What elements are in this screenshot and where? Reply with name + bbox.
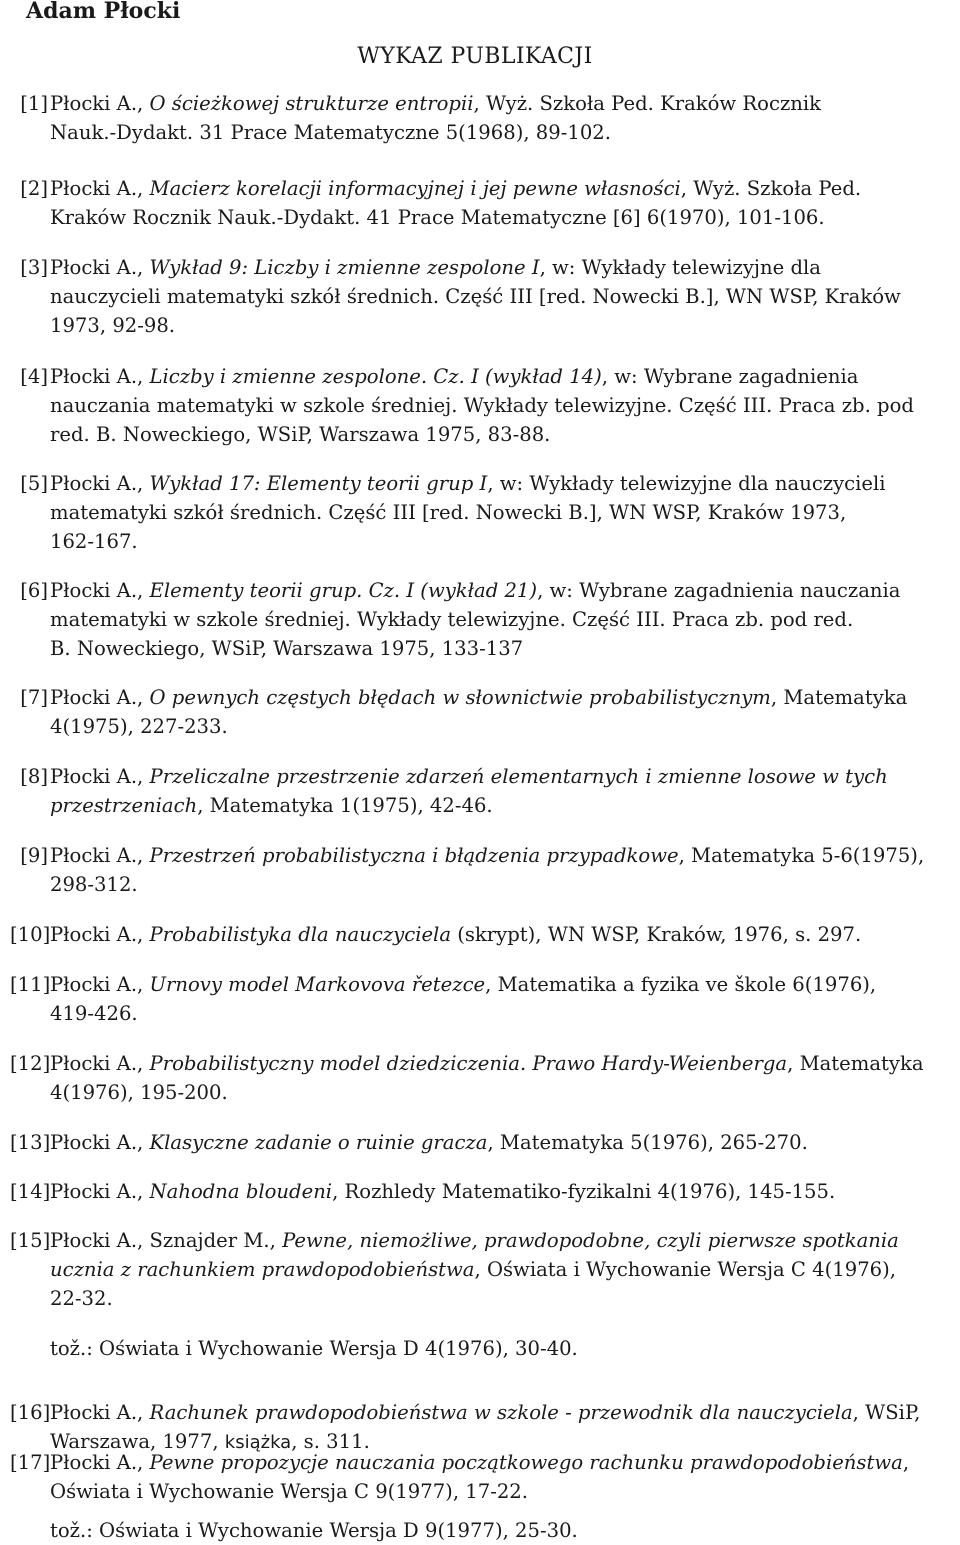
entry-reprint-note (10, 1516, 960, 1545)
entry-number: [13] (10, 1131, 51, 1154)
entry-title-text: O ścieżkowej strukturze entropii (149, 92, 474, 115)
entry-plain-text: , Rozhledy Matematiko-fyzikalni 4(1976), 145-155. (332, 1180, 836, 1203)
entry-line (50, 920, 960, 949)
entry-plain-text: Płocki A., (50, 92, 150, 115)
entry-plain-text: , w: Wybrane zagadnienia (601, 365, 859, 388)
entry-text (50, 576, 960, 663)
entry-title-text: Rachunek prawdopodobieństwa w szkole - przewodnik dla nauczyciela (149, 1401, 853, 1424)
publication-entry (10, 362, 960, 449)
entry-plain-text: , Matematyka (787, 1052, 924, 1075)
entry-title-text: Pewne, niemożliwe, prawdopodobne, czyli pierwsze spotkania (282, 1229, 899, 1252)
entry-line (50, 841, 960, 870)
entry-plain-text: , Matematyka 1(1975), 42-46. (197, 794, 493, 817)
entry-number: [3] (20, 256, 48, 279)
entry-plain-text: Płocki A., (50, 1052, 150, 1075)
entry-text (50, 920, 960, 949)
entry-line (50, 527, 960, 556)
entry-number: [7] (20, 686, 48, 709)
publication-entry (10, 1128, 960, 1157)
entry-plain-text: , w: Wybrane zagadnienia nauczania (537, 579, 901, 602)
entry-title-text: Probabilistyczny model dziedziczenia. Prawo Hardy-Weienberga (149, 1052, 788, 1075)
entry-text (50, 1049, 960, 1107)
entry-line (50, 420, 960, 449)
entry-text (50, 841, 960, 899)
entry-plain-text: nauczycieli matematyki szkół średnich. Część III [red. Nowecki B.], WN WSP, Kraków (50, 285, 901, 308)
entry-plain-text: matematyki szkół średnich. Część III [red. Nowecki B.], WN WSP, Kraków 1973, (50, 501, 847, 524)
entry-line (50, 870, 960, 899)
entry-text (50, 1128, 960, 1157)
entry-line (50, 712, 960, 741)
publication-entry (10, 1448, 960, 1506)
entry-plain-text: Warszawa, 1977, (50, 1430, 225, 1453)
entry-line (50, 1049, 960, 1078)
entry-plain-text: , Matematyka 5(1976), 265-270. (487, 1131, 808, 1154)
publication-entry (10, 1049, 960, 1107)
entry-title-text: Nahodna bloudeni (149, 1180, 333, 1203)
entry-title-text: Klasyczne zadanie o ruinie gracza (149, 1131, 488, 1154)
entry-plain-text: , Wyż. Szkoła Ped. Kraków Rocznik (473, 92, 822, 115)
publication-entry (10, 253, 960, 340)
entry-text (50, 762, 960, 820)
entry-plain-text: Płocki A., (50, 973, 150, 996)
entry-title-text: Wykład 17: Elementy teorii grup I (149, 472, 488, 495)
entry-number: [5] (20, 472, 48, 495)
entry-number: [12] (10, 1052, 51, 1075)
publication-entry (10, 920, 960, 949)
entry-title-text: Macierz korelacji informacyjnej i jej pewne własności (149, 177, 681, 200)
publication-entry (10, 970, 960, 1028)
entry-text (50, 1226, 960, 1313)
entry-plain-text: Płocki A., (50, 1451, 150, 1474)
entry-title-text: O pewnych częstych błędach w słownictwie probabilistycznym (149, 686, 771, 709)
entry-text (50, 970, 960, 1028)
entry-number: [17] (10, 1451, 51, 1474)
entry-text (50, 683, 960, 741)
entry-line (50, 498, 960, 527)
publication-entry (10, 762, 960, 820)
author-name: Adam Płocki (26, 0, 181, 24)
entry-text (50, 469, 960, 556)
entry-plain-text: , WSiP, (852, 1401, 921, 1424)
entry-plain-text: matematyki w szkole średniej. Wykłady telewizyjne. Część III. Praca zb. pod red. (50, 608, 854, 631)
entry-number: [10] (10, 923, 51, 946)
entry-plain-text: 419-426. (50, 1002, 138, 1025)
entry-line (50, 1448, 960, 1477)
reprint-note-text: tož.: Oświata i Wychowanie Wersja D 4(1976), 30-40. (50, 1337, 578, 1360)
entry-plain-text: Kraków Rocznik Nauk.-Dydakt. 41 Prace Matematyczne [6] 6(1970), 101-106. (50, 206, 825, 229)
entry-line (50, 362, 960, 391)
entry-line (50, 1255, 960, 1284)
entry-line (50, 282, 960, 311)
entry-plain-text: Płocki A., (50, 579, 150, 602)
entry-line (50, 1078, 960, 1107)
entry-plain-text: , w: Wykłady telewizyjne dla (539, 256, 821, 279)
entry-plain-text: Płocki A., (50, 1131, 150, 1154)
entry-plain-text: Płocki A., (50, 765, 150, 788)
entry-number: [16] (10, 1401, 51, 1424)
entry-text (50, 253, 960, 340)
entry-text (50, 362, 960, 449)
entry-title-text: Liczby i zmienne zespolone. Cz. I (wykład 14) (149, 365, 602, 388)
publication-entry (10, 469, 960, 556)
publication-entry (10, 1177, 960, 1206)
entry-plain-text: , Matematyka (770, 686, 908, 709)
entry-plain-text: 1973, 92-98. (50, 314, 176, 337)
entry-line (50, 1177, 960, 1206)
entry-plain-text: 162-167. (50, 530, 138, 553)
entry-line (50, 174, 960, 203)
entry-line (50, 253, 960, 282)
entry-number: [15] (10, 1229, 51, 1252)
entry-plain-text: Płocki A., Sznajder M., (50, 1229, 283, 1252)
entry-line (50, 89, 960, 118)
reprint-note-text: tož.: Oświata i Wychowanie Wersja D 9(1977), 25-30. (50, 1519, 578, 1542)
entry-line (50, 469, 960, 498)
entry-title-text: Pewne propozycje nauczania początkowego rachunku prawdopodobieństwa (149, 1451, 903, 1474)
entry-plain-text: Płocki A., (50, 365, 150, 388)
entry-plain-text: 4(1975), 227-233. (50, 715, 228, 738)
entry-title-text: Wykład 9: Liczby i zmienne zespolone I (149, 256, 540, 279)
entry-plain-text: 22-32. (50, 1287, 113, 1310)
entry-plain-text: , s. 311. (291, 1430, 370, 1453)
entry-plain-text: Płocki A., (50, 1401, 150, 1424)
publication-entry (10, 576, 960, 663)
entry-number: [8] (20, 765, 48, 788)
entry-plain-text: B. Noweckiego, WSiP, Warszawa 1975, 133-137 (50, 637, 524, 660)
entry-line (50, 634, 960, 663)
entry-text (50, 1448, 960, 1506)
publication-entry (10, 89, 960, 147)
entry-line (50, 1128, 960, 1157)
entry-plain-text: , (902, 1451, 910, 1474)
publication-entry (10, 841, 960, 899)
entry-plain-text: nauczania matematyki w szkole średniej. Wykłady telewizyjne. Część III. Praca zb. pod (50, 394, 914, 417)
entry-title-text: Przeliczalne przestrzenie zdarzeń elementarnych i zmienne losowe w tych (149, 765, 888, 788)
entry-number: [14] (10, 1180, 51, 1203)
entry-line (50, 762, 960, 791)
entry-line (50, 791, 960, 820)
page-title: WYKAZ PUBLIKACJI (357, 44, 593, 69)
entry-number: [1] (20, 92, 48, 115)
entry-line (50, 970, 960, 999)
entry-plain-text: Płocki A., (50, 1180, 150, 1203)
entry-plain-text: 298-312. (50, 873, 138, 896)
entry-line (50, 118, 960, 147)
entry-plain-text: red. B. Noweckiego, WSiP, Warszawa 1975, 83-88. (50, 423, 551, 446)
entry-line (50, 683, 960, 712)
entry-plain-text: Płocki A., (50, 472, 150, 495)
entry-plain-text: Płocki A., (50, 923, 150, 946)
entry-line (50, 605, 960, 634)
entry-plain-text: , Matematyka 5-6(1975), (678, 844, 925, 867)
entry-plain-text: Płocki A., (50, 256, 150, 279)
publication-entry (10, 174, 960, 232)
entry-line (50, 1398, 960, 1427)
entry-plain-text: książka (224, 1432, 292, 1453)
entry-line (50, 391, 960, 420)
entry-title-text: Urnovy model Markovova řetezce (149, 973, 486, 996)
entry-plain-text: Oświata i Wychowanie Wersja C 9(1977), 17-22. (50, 1480, 528, 1503)
entry-number: [6] (20, 579, 48, 602)
entry-number: [4] (20, 365, 48, 388)
entry-title-text: Probabilistyka dla nauczyciela (149, 923, 451, 946)
entry-line (50, 203, 960, 232)
entry-plain-text: (skrypt), WN WSP, Kraków, 1976, s. 297. (451, 923, 862, 946)
entry-plain-text: Nauk.-Dydakt. 31 Prace Matematyczne 5(1968), 89-102. (50, 121, 611, 144)
entry-title-text: Elementy teorii grup. Cz. I (wykład 21) (149, 579, 538, 602)
entry-line (50, 576, 960, 605)
entry-reprint-note (10, 1334, 960, 1363)
entry-text (50, 89, 960, 147)
entry-plain-text: , Wyż. Szkoła Ped. (680, 177, 862, 200)
entry-plain-text: Płocki A., (50, 177, 150, 200)
entry-plain-text: Płocki A., (50, 844, 150, 867)
publication-entry (10, 683, 960, 741)
entry-title-text: przestrzeniach (50, 794, 198, 817)
entry-line (50, 1477, 960, 1506)
entry-plain-text: Płocki A., (50, 686, 150, 709)
entry-line (50, 1284, 960, 1313)
entry-plain-text: , Matematika a fyzika ve škole 6(1976), (485, 973, 877, 996)
entry-number: [11] (10, 973, 51, 996)
entry-title-text: Przestrzeń probabilistyczna i błądzenia przypadkowe (149, 844, 679, 867)
publication-entry (10, 1226, 960, 1313)
entry-plain-text: , Oświata i Wychowanie Wersja C 4(1976), (474, 1258, 896, 1281)
entry-plain-text: , w: Wykłady telewizyjne dla nauczycieli (487, 472, 886, 495)
entry-plain-text: 4(1976), 195-200. (50, 1081, 228, 1104)
entry-text (50, 1177, 960, 1206)
entry-number: [2] (20, 177, 48, 200)
entry-line (50, 311, 960, 340)
entry-title-text: ucznia z rachunkiem prawdopodobieństwa (50, 1258, 475, 1281)
entry-text (50, 174, 960, 232)
entry-line (50, 1226, 960, 1255)
entry-line (50, 999, 960, 1028)
entry-number: [9] (20, 844, 48, 867)
